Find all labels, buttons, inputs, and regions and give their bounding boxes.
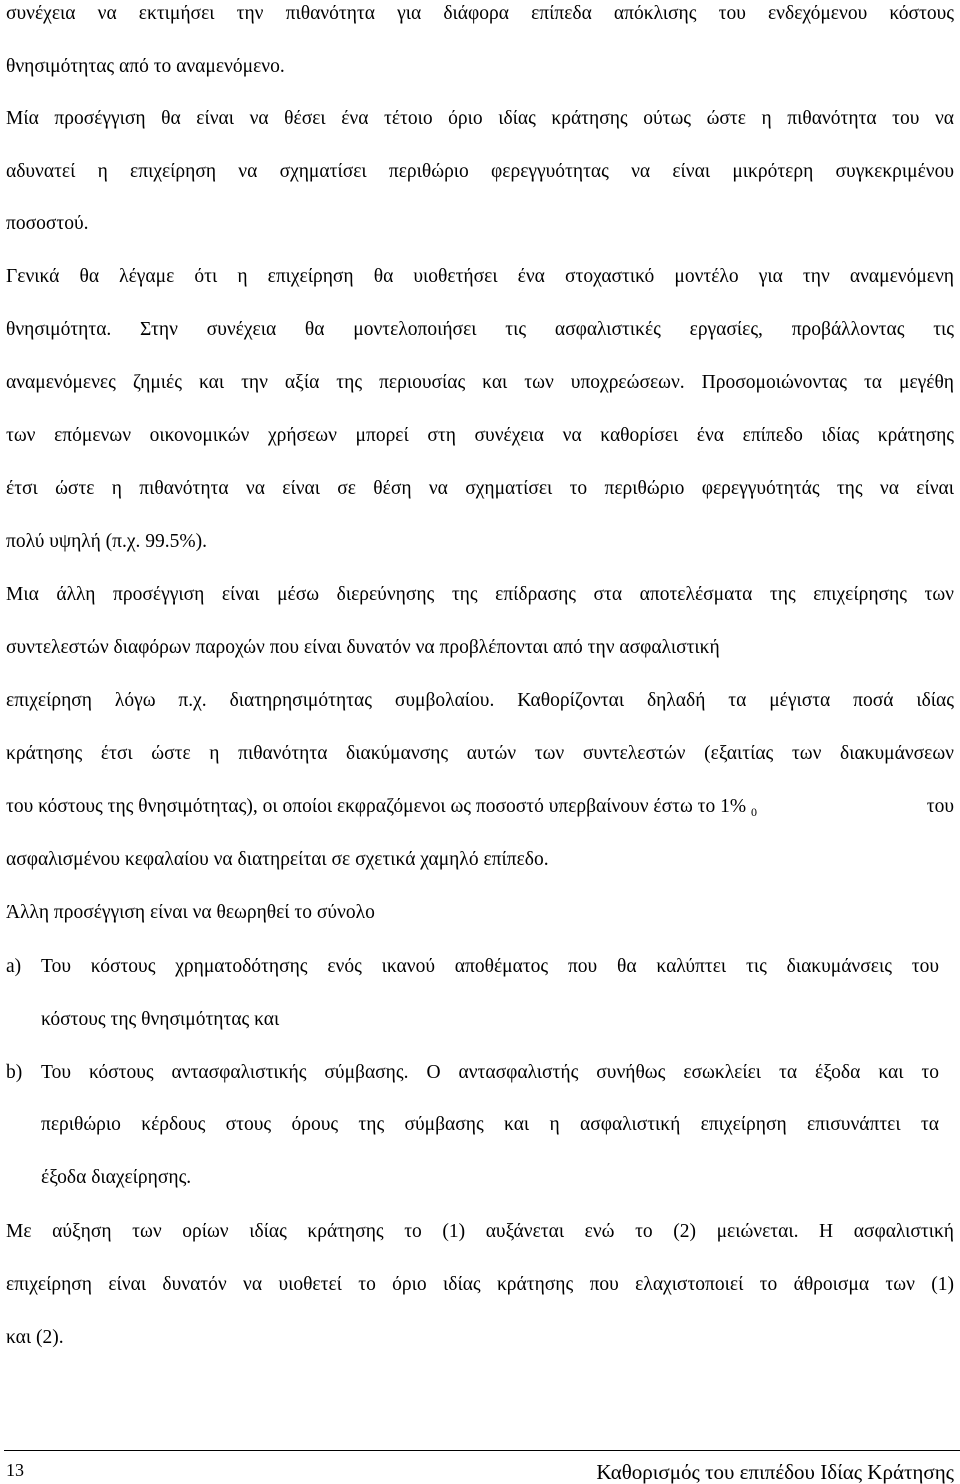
footer-divider [4, 1450, 960, 1451]
list-item-a-line-2: κόστους της θνησιμότητας και [41, 1009, 280, 1030]
page-number: 13 [6, 1460, 24, 1480]
paragraph-6-line-2: επιχείρηση είναι δυνατόν να υιοθετεί το όριο ιδίας κράτησης που ελαχιστοποιεί το άθροισμα των (1) [6, 1274, 954, 1295]
paragraph-4-line-5-main: του κόστους της θνησιμότητας), οι οποίοι εκφραζόμενοι ως ποσοστό υπερβαίνουν έστω το 1% [6, 796, 747, 817]
paragraph-2-line-2: αδυνατεί η επιχείρηση να σχηματίσει περιθώριο φερεγγυότητας να είναι μικρότερη συγκεκριμένου [6, 161, 954, 182]
paragraph-4-line-1: Μια άλλη προσέγγιση είναι μέσω διερεύνησης της επίδρασης στα αποτελέσματα της επιχείρησης των [6, 584, 954, 605]
paragraph-1-line-1: συνέχεια να εκτιμήσει την πιθανότητα για διάφορα επίπεδα απόκλισης του ενδεχόμενου κόστους [6, 3, 954, 24]
paragraph-4-line-6: ασφαλισμένου κεφαλαίου να διατηρείται σε σχετικά χαμηλό επίπεδο. [6, 849, 549, 870]
list-item-b-line-2: περιθώριο κέρδους στους όρους της σύμβασης και η ασφαλιστική επιχείρηση επισυνάπτει τα [41, 1114, 939, 1135]
paragraph-6-line-3: και (2). [6, 1327, 64, 1348]
list-item-a-label: a) [6, 956, 22, 977]
paragraph-3-line-6: πολύ υψηλή (π.χ. 99.5%). [6, 531, 207, 552]
paragraph-1-line-2: θνησιμότητας από το αναμενόμενο. [6, 56, 285, 77]
list-item-a-line-1: Του κόστους χρηματοδότησης ενός ικανού αποθέματος που θα καλύπτει τις διακυμάνσεις του [41, 956, 939, 977]
permille-subscript: 0 [751, 805, 757, 819]
paragraph-4-line-5-end: του [926, 796, 954, 817]
paragraph-2-line-1: Μία προσέγγιση θα είναι να θέσει ένα τέτοιο όριο ιδίας κράτησης ούτως ώστε η πιθανότητα του να [6, 108, 954, 129]
list-item-b-line-1: Του κόστους αντασφαλιστικής σύμβασης. Ο αντασφαλιστής συνήθως εσωκλείει τα έξοδα και το [41, 1062, 939, 1083]
paragraph-4-line-4: κράτησης έτσι ώστε η πιθανότητα διακύμανσης αυτών των συντελεστών (εξαιτίας των διακυμάνσεων [6, 743, 954, 764]
paragraph-6-line-1: Με αύξηση των ορίων ιδίας κράτησης το (1) αυξάνεται ενώ το (2) μειώνεται. Η ασφαλιστική [6, 1221, 954, 1242]
list-item-b-label: b) [6, 1062, 23, 1083]
paragraph-4-line-2: συντελεστών διαφόρων παροχών που είναι δυνατόν να προβλέπονται από την ασφαλιστική [6, 637, 720, 658]
running-title: Καθορισμός του επιπέδου Ιδίας Κράτησης [596, 1460, 954, 1484]
paragraph-5-line-1: Άλλη προσέγγιση είναι να θεωρηθεί το σύνολο [6, 902, 375, 923]
paragraph-3-line-5: έτσι ώστε η πιθανότητα να είναι σε θέση να σχηματίσει το περιθώριο φερεγγυότητάς της να είναι [6, 478, 954, 499]
paragraph-3-line-1: Γενικά θα λέγαμε ότι η επιχείρηση θα υιοθετήσει ένα στοχαστικό μοντέλο για την αναμενόμενη [6, 266, 954, 287]
paragraph-4-line-5 [6, 795, 954, 820]
list-item-b-line-3: έξοδα διαχείρησης. [41, 1167, 192, 1188]
paragraph-4-line-3: επιχείρηση λόγω π.χ. διατηρησιμότητας συμβολαίου. Καθορίζονται δηλαδή τα μέγιστα ποσά ιδίας [6, 690, 954, 711]
paragraph-3-line-3: αναμενόμενες ζημιές και την αξία της περιουσίας και των υποχρεώσεων. Προσομοιώνοντας τα μεγέθη [6, 372, 954, 393]
paragraph-2-line-3: ποσοστού. [6, 213, 89, 234]
paragraph-3-line-2: θνησιμότητα. Στην συνέχεια θα μοντελοποιήσει τις ασφαλιστικές εργασίες, προβάλλοντας τις [6, 319, 954, 340]
paragraph-3-line-4: των επόμενων οικονομικών χρήσεων μπορεί στη συνέχεια να καθορίσει ένα επίπεδο ιδίας κράτησης [6, 425, 954, 446]
